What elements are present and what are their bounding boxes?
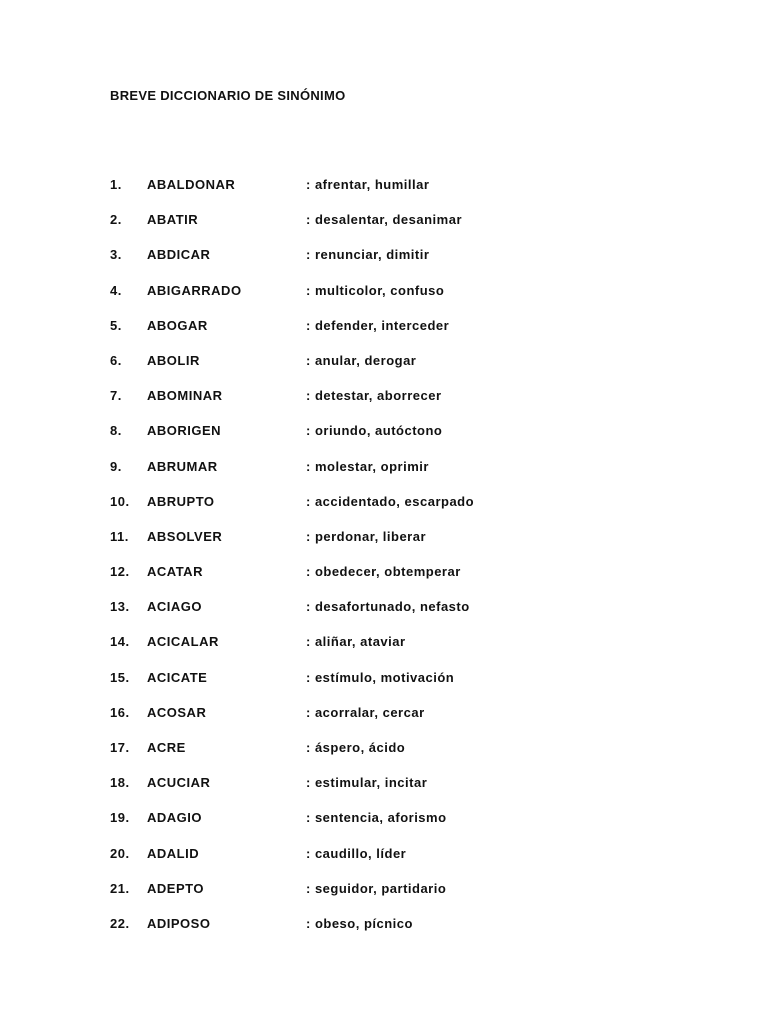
entry-word: ACUCIAR	[147, 775, 211, 791]
list-item	[0, 212, 768, 247]
entry-word: ABRUMAR	[147, 458, 218, 474]
list-item	[0, 177, 768, 212]
list-item	[0, 634, 768, 669]
entry-word: ACICATE	[147, 669, 208, 685]
list-item	[0, 529, 768, 564]
entry-number: 17.	[110, 740, 130, 755]
list-item	[0, 705, 768, 740]
list-item	[0, 881, 768, 916]
entry-number: 2.	[110, 212, 122, 228]
entry-word: ACOSAR	[147, 704, 207, 720]
entry-synonyms: : caudillo, líder	[306, 845, 407, 861]
entry-synonyms: : estimular, incitar	[306, 775, 428, 791]
entry-number: 12.	[110, 564, 130, 580]
entry-word: ABRUPTO	[147, 493, 215, 509]
entry-word: ABATIR	[147, 212, 199, 228]
page-title: BREVE DICCIONARIO DE SINÓNIMO	[110, 88, 346, 103]
list-item	[0, 318, 768, 353]
entry-list	[0, 177, 768, 951]
entry-word: ACRE	[147, 740, 186, 755]
entry-synonyms: : defender, interceder	[306, 317, 450, 333]
entry-word: ADAGIO	[147, 810, 202, 826]
entry-number: 11.	[110, 528, 129, 544]
entry-number: 1.	[110, 177, 122, 192]
entry-number: 15.	[110, 669, 130, 685]
entry-synonyms: : molestar, oprimir	[306, 458, 429, 474]
entry-word: ABOGAR	[147, 317, 208, 333]
entry-synonyms: : desalentar, desanimar	[306, 212, 463, 228]
entry-number: 19.	[110, 810, 130, 826]
entry-word: ABORIGEN	[147, 423, 222, 439]
entry-synonyms: : multicolor, confuso	[306, 282, 445, 298]
entry-synonyms: : obeso, pícnico	[306, 915, 413, 931]
list-item	[0, 283, 768, 318]
entry-word: ADALID	[147, 845, 200, 861]
list-item	[0, 459, 768, 494]
entry-number: 9.	[110, 458, 122, 474]
entry-synonyms: : seguidor, partidario	[306, 880, 447, 896]
entry-word: ABALDONAR	[147, 177, 236, 192]
entry-number: 18.	[110, 775, 130, 791]
entry-number: 7.	[110, 388, 122, 404]
list-item	[0, 670, 768, 705]
entry-word: ADEPTO	[147, 880, 204, 896]
entry-word: ABOLIR	[147, 352, 200, 368]
entry-word: ABSOLVER	[147, 528, 223, 544]
entry-word: ADIPOSO	[147, 915, 211, 931]
entry-synonyms: : desafortunado, nefasto	[306, 599, 470, 615]
entry-synonyms: : perdonar, liberar	[306, 528, 427, 544]
list-item	[0, 740, 768, 775]
entry-synonyms: : sentencia, aforismo	[306, 810, 447, 826]
list-item	[0, 775, 768, 810]
entry-synonyms: : anular, derogar	[306, 352, 417, 368]
entry-word: ACIAGO	[147, 599, 202, 615]
entry-number: 5.	[110, 317, 122, 333]
list-item	[0, 423, 768, 458]
entry-number: 6.	[110, 352, 122, 368]
list-item	[0, 564, 768, 599]
entry-number: 3.	[110, 247, 122, 263]
entry-number: 21.	[110, 880, 130, 896]
entry-number: 4.	[110, 282, 122, 298]
entry-word: ACATAR	[147, 564, 203, 580]
list-item	[0, 494, 768, 529]
entry-synonyms: : accidentado, escarpado	[306, 493, 475, 509]
entry-synonyms: : detestar, aborrecer	[306, 388, 442, 404]
entry-word: ACICALAR	[147, 634, 219, 650]
list-item	[0, 846, 768, 881]
entry-number: 16.	[110, 704, 130, 720]
list-item	[0, 388, 768, 423]
list-item	[0, 353, 768, 388]
entry-number: 22.	[110, 915, 130, 931]
list-item	[0, 810, 768, 845]
entry-number: 13.	[110, 599, 130, 615]
entry-word: ABOMINAR	[147, 388, 223, 404]
list-item	[0, 916, 768, 951]
list-item	[0, 247, 768, 282]
entry-synonyms: : afrentar, humillar	[306, 177, 430, 192]
entry-number: 20.	[110, 845, 130, 861]
entry-number: 14.	[110, 634, 130, 650]
entry-synonyms: : estímulo, motivación	[306, 669, 455, 685]
entry-number: 8.	[110, 423, 122, 439]
entry-synonyms: : acorralar, cercar	[306, 704, 425, 720]
entry-synonyms: : aliñar, ataviar	[306, 634, 406, 650]
entry-synonyms: : oriundo, autóctono	[306, 423, 443, 439]
entry-synonyms: : renunciar, dimitir	[306, 247, 430, 263]
entry-word: ABIGARRADO	[147, 282, 242, 298]
list-item	[0, 599, 768, 634]
entry-word: ABDICAR	[147, 247, 211, 263]
entry-synonyms: : áspero, ácido	[306, 740, 406, 755]
entry-number: 10.	[110, 493, 130, 509]
entry-synonyms: : obedecer, obtemperar	[306, 564, 461, 580]
